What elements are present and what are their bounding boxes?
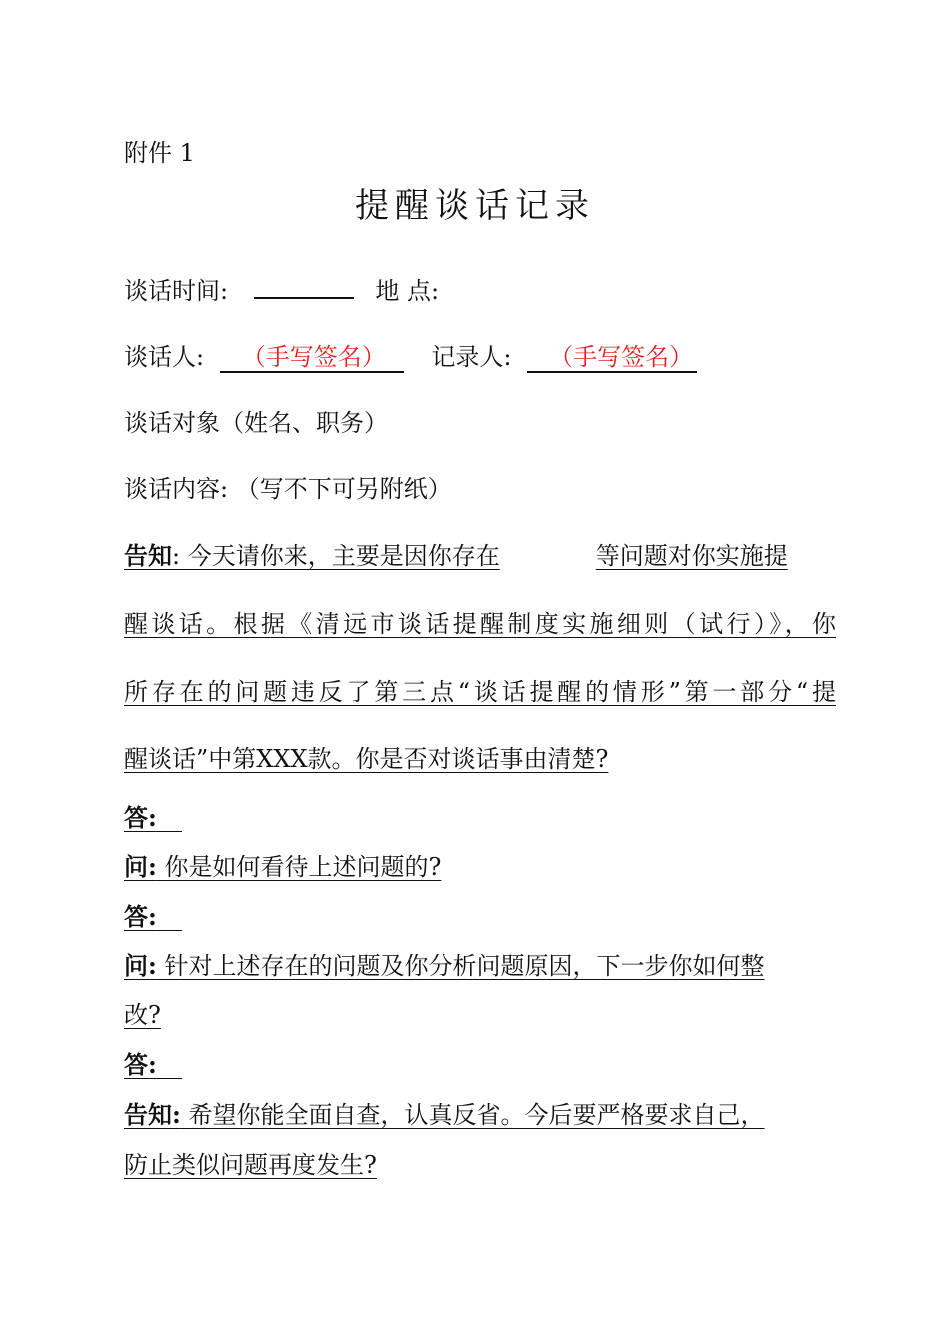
question2-line2: 改? [124,1001,161,1029]
target-label: 谈话对象（姓名、职务） [124,409,388,437]
time-place-row [124,276,439,306]
question2-text: 针对上述存在的问题及你分析问题原因，下一步你如何整 [164,952,765,980]
notice1-line4: 醒谈话”中第XXX款。你是否对谈话事由清楚? [124,745,609,773]
notice2-label: 告知: [124,1100,181,1129]
notice2-text: 希望你能全面自查，认真反省。今后要严格要求自己， [188,1101,765,1129]
recorder-label: 记录人: [431,343,512,371]
notice1-line1b: 等问题对你实施提 [595,542,788,570]
recorder-signature: （手写签名） [527,343,697,373]
place-label: 地 点: [375,277,440,305]
talker-signature: （手写签名） [220,343,404,373]
people-row [124,342,697,372]
question1 [124,852,441,882]
talker-label: 谈话人: [124,343,205,371]
attachment-label: 附件 1 [124,139,195,167]
notice2-line2: 防止类似问题再度发生? [124,1151,377,1179]
notice1-line1a: : 今天请你来，主要是因你存在 [172,542,500,570]
answer1-label: 答: [124,803,157,832]
notice1-line2: 醒谈话。根据《清远市谈话提醒制度实施细则（试行）》，你 [124,610,836,638]
notice1-line1 [124,541,836,571]
question1-text: 你是如何看待上述问题的? [164,853,442,881]
time-blank [254,277,354,299]
page-title: 提醒谈话记录 [355,186,595,226]
notice1-label: 告知 [124,541,172,570]
time-label: 谈话时间: [124,277,229,305]
question2-label: 问: [124,951,157,980]
notice2-line1 [124,1100,836,1130]
question2-line1 [124,951,836,981]
answer3-label: 答: [124,1050,157,1079]
content-label: 谈话内容: （写不下可另附纸） [124,475,452,503]
answer2-label: 答: [124,902,157,931]
notice1-line3: 所存在的问题违反了第三点“谈话提醒的情形”第一部分“提 [124,678,836,706]
question1-label: 问: [124,852,157,881]
